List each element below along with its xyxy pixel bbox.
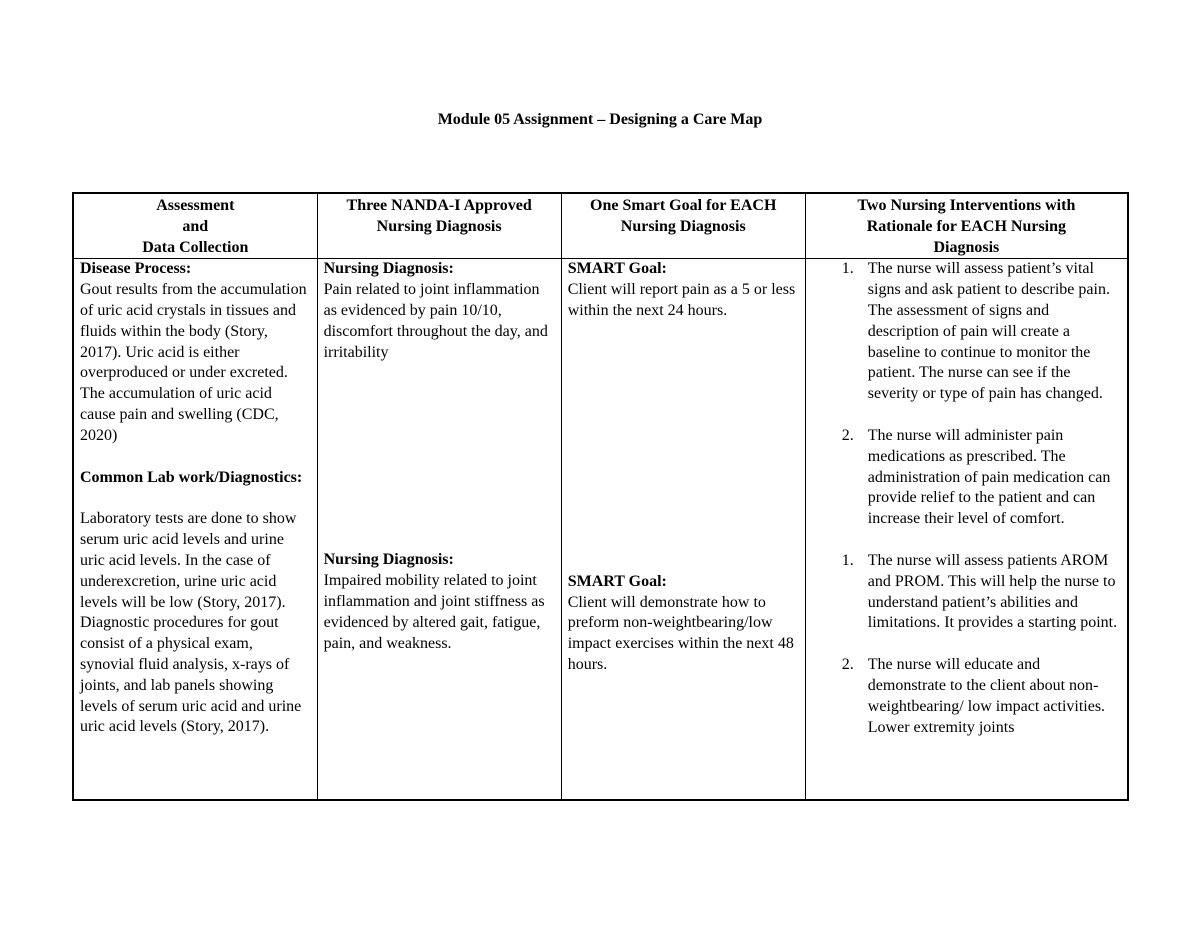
interventions-cell: [805, 259, 1128, 801]
list-number: 1.: [841, 260, 854, 278]
intervention-text: The nurse will assess patient’s vital signs and ask patient to describe pain. The assessment of signs and description of pain will create a baseline to continue to monitor the patient. The nurse can see if the severity or type of pain has changed.: [867, 260, 1110, 403]
lab-label: Common Lab work/Diagnostics:: [80, 468, 303, 486]
smart-goal-text: Client will demonstrate how to preform non-weightbearing/low impact exercises within the next 48 hours.: [567, 593, 794, 673]
header-diagnosis: [317, 193, 561, 259]
header-line: and: [182, 217, 209, 235]
intervention-list: [812, 259, 1121, 530]
header-line: Nursing Diagnosis: [620, 217, 746, 235]
smart-goal-cell: [561, 259, 805, 801]
list-item: [812, 551, 1121, 634]
list-number: 2.: [841, 656, 854, 674]
disease-process-label: Disease Process:: [80, 260, 192, 278]
diagnosis-label: Nursing Diagnosis:: [323, 260, 454, 278]
header-line: Diagnosis: [933, 238, 1000, 256]
header-line: Data Collection: [142, 238, 249, 256]
table-row: [73, 259, 1128, 801]
header-interventions: [805, 193, 1128, 259]
header-assessment: [73, 193, 317, 259]
header-smart-goal: [561, 193, 805, 259]
header-line: Assessment: [156, 197, 235, 214]
smart-goal-text: Client will report pain as a 5 or less within the next 24 hours.: [567, 281, 796, 319]
intervention-text: The nurse will assess patients AROM and PROM. This will help the nurse to understand patient’s abilities and limitations. It provides a starting point.: [867, 551, 1118, 632]
lab-text: Laboratory tests are done to show serum uric acid levels and urine uric acid levels. In the case of underexcretion, urine uric acid levels will be low (Story, 2017). Diagnostic procedures for gout consist of a physical exam, synovial fluid analysis, x-rays of joints, and lab panels showing levels of serum uric acid and urine uric acid levels (Story, 2017).: [80, 510, 302, 736]
header-row: [73, 193, 1128, 259]
diagnosis-text: Pain related to joint inflammation as evidenced by pain 10/10, discomfort throughout the day, and irritability: [323, 281, 548, 361]
smart-goal-label: SMART Goal:: [567, 260, 667, 278]
diagnosis-label: Nursing Diagnosis:: [323, 551, 454, 569]
document-title: Module 05 Assignment – Designing a Care Map: [437, 111, 763, 128]
header-line: Two Nursing Interventions with: [857, 197, 1076, 214]
assessment-cell: [73, 259, 317, 801]
intervention-list: [812, 551, 1121, 738]
header-line: One Smart Goal for EACH: [590, 197, 777, 214]
header-line: Rationale for EACH Nursing: [866, 217, 1067, 235]
diagnosis-text: Impaired mobility related to joint inflammation and joint stiffness as evidenced by altered gait, fatigue, pain, and weakness.: [323, 572, 545, 652]
header-line: Three NANDA-I Approved: [346, 197, 532, 214]
diagnosis-cell: [317, 259, 561, 801]
smart-goal-label: SMART Goal:: [567, 572, 667, 590]
list-item: [812, 655, 1121, 738]
intervention-text: The nurse will educate and demonstrate to the client about non-weightbearing/ low impact activities. Lower extremity joints: [867, 656, 1106, 736]
disease-process-text: Gout results from the accumulation of uric acid crystals in tissues and fluids within the body (Story, 2017). Uric acid is either overproduced or under excreted. The accumulation of uric acid cause pain and swelling (CDC, 2020): [80, 281, 307, 444]
header-line: Nursing Diagnosis: [376, 217, 502, 235]
care-map-table: [72, 192, 1129, 801]
list-number: 2.: [841, 426, 854, 444]
list-item: [812, 426, 1121, 530]
list-number: 1.: [841, 551, 854, 569]
intervention-text: The nurse will administer pain medications as prescribed. The administration of pain medication can provide relief to the patient and can increase their level of comfort.: [867, 426, 1111, 528]
list-item: [812, 259, 1121, 405]
